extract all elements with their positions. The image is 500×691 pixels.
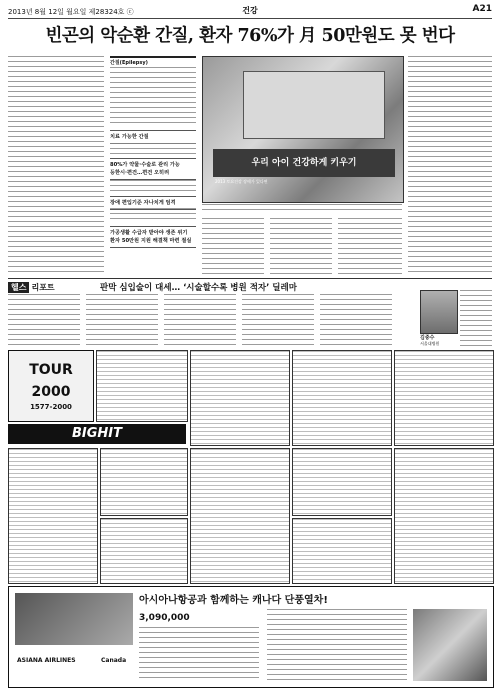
columnist-photo: [420, 290, 458, 334]
sidebar-title: 간질(Epilepsy): [110, 60, 148, 66]
pull-quote-4: 가공생활 수급자 받아야 생존 위기 환자 50만원 지원 해결책 마련 절실: [110, 226, 196, 248]
photo-screen: [243, 71, 385, 139]
ad-box-6[interactable]: [100, 448, 188, 516]
asiana-brand: ASIANA AIRLINES: [17, 657, 76, 664]
article-column-1: [8, 56, 104, 274]
ad-box-9[interactable]: [292, 448, 392, 516]
ad-box-4[interactable]: [394, 350, 494, 446]
ad-box-10[interactable]: [292, 518, 392, 584]
bighit-banner[interactable]: BIGHIT: [8, 424, 186, 444]
section-divider: [8, 278, 492, 279]
photo-caption: [202, 204, 402, 214]
pull-quote-2: 80%가 약물·수술로 관리 가능 등한시·편견…편견 오히려: [110, 158, 196, 180]
ad-box-5[interactable]: [8, 448, 98, 584]
article-column-right: [408, 56, 492, 274]
asiana-logo: [15, 593, 133, 645]
asiana-ad-title: 아시아나항공과 함께하는 캐나다 단풍열차!: [139, 595, 328, 606]
asiana-price: 3,090,000: [139, 613, 190, 623]
masthead: [8, 4, 492, 19]
ad-box-7[interactable]: [100, 518, 188, 584]
tour-ad-logo[interactable]: [8, 350, 94, 422]
tour-brand: TOUR 2000: [29, 362, 73, 400]
ad-box-11[interactable]: [394, 448, 494, 584]
photo-event: 2013 토요건강 장애가 있다면: [215, 179, 268, 184]
sidebar-box: [110, 56, 196, 126]
ad-box-8[interactable]: [190, 448, 290, 584]
columnist-name: 김중수: [420, 335, 435, 341]
columnist-affiliation: 서울대병원: [420, 341, 440, 346]
pull-quote-1: 치료 가능한 간질: [110, 130, 196, 144]
section-title: 건강: [242, 6, 258, 15]
ad-box-1[interactable]: [96, 350, 188, 422]
headline: 빈곤의 악순환 간질, 환자 76%가 月 50만원도 못 번다: [45, 26, 455, 46]
page-number: A21: [472, 4, 492, 14]
pull-quote-3: 장애 편입기준 자나치게 엄격: [110, 196, 196, 210]
tour-phone: 1577-2000: [30, 403, 72, 411]
special-report-label: 헬스 리포트: [8, 282, 55, 293]
train-photo: [413, 609, 487, 681]
asiana-ad[interactable]: [8, 586, 494, 688]
special-report-title: 판막 심입술이 대세… ‘시술할수록 병원 적자’ 딜레마: [100, 283, 297, 293]
masthead-date: 2013년 8월 12일 월요일 제28324호 ⓒ: [8, 8, 134, 16]
ad-box-2[interactable]: [190, 350, 290, 446]
event-photo: [202, 56, 404, 203]
canada-brand: Canada: [101, 657, 127, 664]
photo-banner: 우리 아이 건강하게 키우기: [213, 149, 395, 177]
ad-box-3[interactable]: [292, 350, 392, 446]
